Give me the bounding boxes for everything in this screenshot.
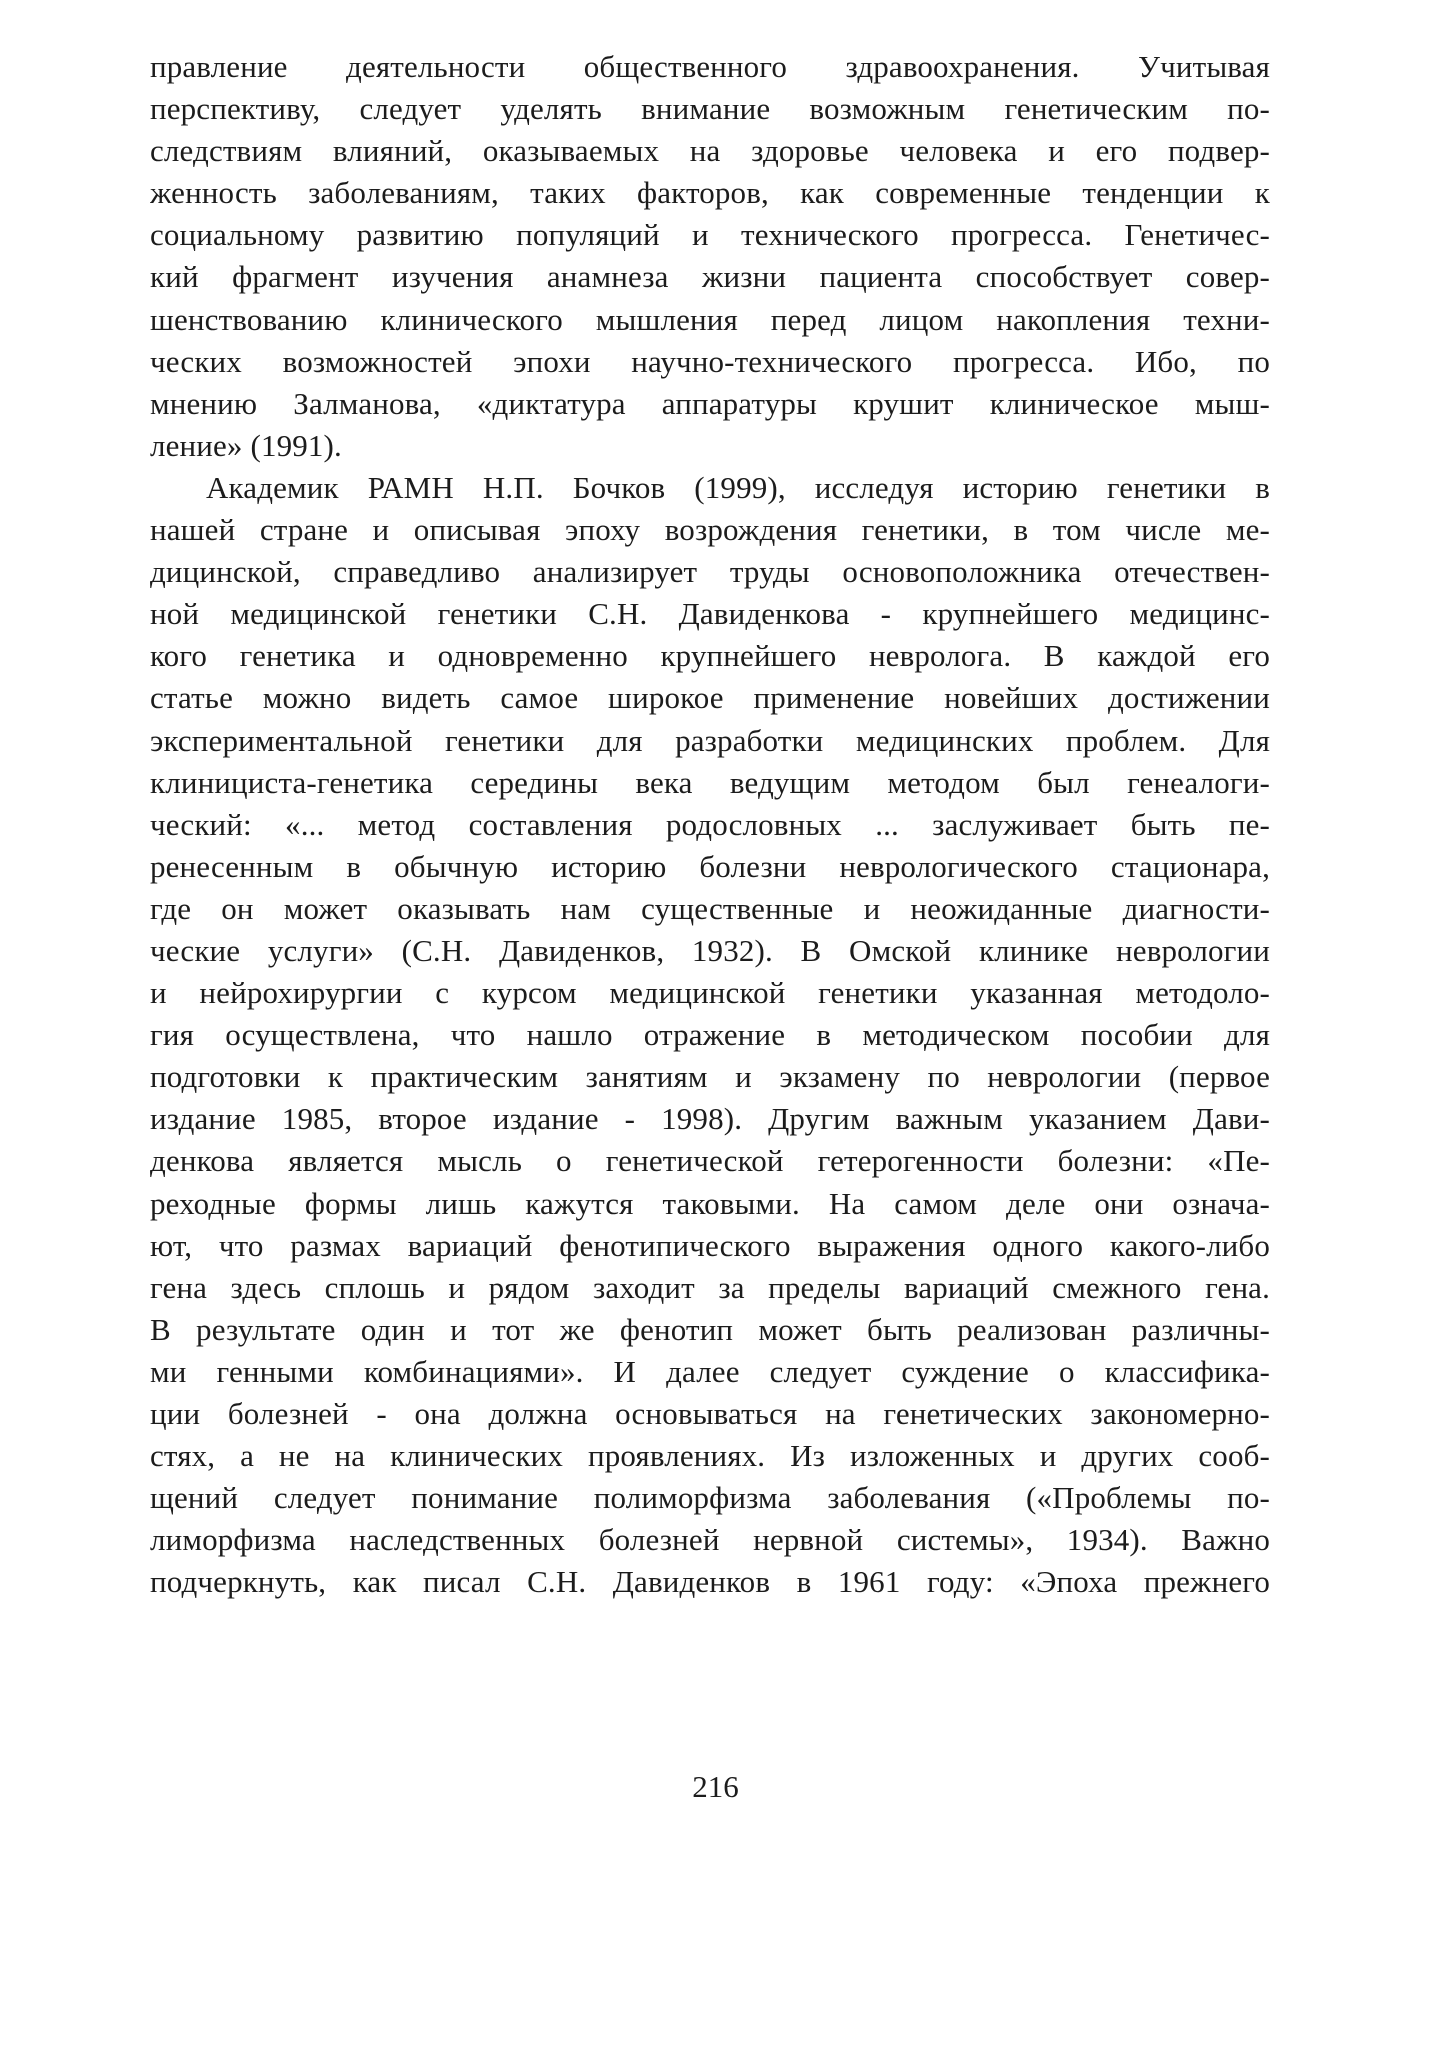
text-line: ческие услуги» (С.Н. Давиденков, 1932). В Омской клинике неврологии [150,932,1270,968]
text-line: гия осуществлена, что нашло отражение в методическом пособии для [150,1017,1270,1053]
text-line: перспективу, следует уделять внимание возможным генетическим по- [150,91,1270,127]
text-line: клинициста-генетика середины века ведущим методом был генеалоги- [150,764,1270,800]
text-line: издание 1985, второе издание - 1998). Другим важным указанием Дави- [150,1101,1270,1137]
paragraph-2 [150,467,1270,1604]
text-line: денкова является мысль о генетической гетерогенности болезни: «Пе- [150,1143,1270,1179]
text-line: реходные формы лишь кажутся таковыми. На самом деле они означа- [150,1185,1270,1221]
text-line: стях, а не на клинических проявлениях. Из изложенных и других сооб- [150,1438,1270,1474]
text-line: подготовки к практическим занятиям и экзамену по неврологии (первое [150,1059,1270,1095]
text-line: ренесенным в обычную историю болезни неврологического стационара, [150,848,1270,884]
text-line: ческий: «... метод составления родословных ... заслуживает быть пе- [150,806,1270,842]
text-line: кий фрагмент изучения анамнеза жизни пациента способствует совер- [150,259,1270,295]
paragraph-1 [150,46,1270,467]
text-line: ление» (1991). [150,427,342,463]
text-line: гена здесь сплошь и рядом заходит за пределы вариаций смежного гена. [150,1269,1270,1305]
text-line: ми генными комбинациями». И далее следует суждение о классифика- [150,1353,1270,1389]
text-line: Академик РАМН Н.П. Бочков (1999), исследуя историю генетики в [206,469,1270,505]
text-line: следствиям влияний, оказываемых на здоровье человека и его подвер- [150,133,1270,169]
text-line: правление деятельности общественного здравоохранения. Учитывая [150,49,1270,84]
text-line: социальному развитию популяций и технического прогресса. Генетичес- [150,217,1270,253]
text-line: лиморфизма наследственных болезней нервной системы», 1934). Важно [150,1522,1270,1558]
text-line: экспериментальной генетики для разработки медицинских проблем. Для [150,722,1270,758]
text-line: щений следует понимание полиморфизма заболевания («Проблемы по- [150,1480,1270,1516]
body-text [150,46,1270,1603]
text-line: мнению Залманова, «диктатура аппаратуры крушит клиническое мыш- [150,385,1270,421]
text-line: В результате один и тот же фенотип может быть реализован различны- [150,1311,1270,1347]
text-line: статье можно видеть самое широкое применение новейших достижении [150,680,1270,716]
text-line: ческих возможностей эпохи научно-технического прогресса. Ибо, по [150,343,1270,379]
text-line: ной медицинской генетики С.Н. Давиденкова - крупнейшего медицинс- [150,596,1270,632]
text-line: ют, что размах вариаций фенотипического выражения одного какого-либо [150,1227,1270,1263]
text-line: и нейрохирургии с курсом медицинской генетики указанная методоло- [150,975,1270,1011]
text-line: кого генетика и одновременно крупнейшего невролога. В каждой его [150,638,1270,674]
page-number: 216 [692,1769,739,1804]
text-line: нашей стране и описывая эпоху возрождения генетики, в том числе ме- [150,512,1270,548]
text-line: ции болезней - она должна основываться на генетических закономерно- [150,1396,1270,1431]
text-line: где он может оказывать нам существенные и неожиданные диагности- [150,890,1270,926]
text-line: женность заболеваниям, таких факторов, как современные тенденции к [150,175,1270,211]
text-line: шенствованию клинического мышления перед лицом накопления техни- [150,301,1270,337]
text-line: подчеркнуть, как писал С.Н. Давиденков в 1961 году: «Эпоха прежнего [150,1564,1270,1600]
text-line: дицинской, справедливо анализирует труды основоположника отечествен- [150,554,1270,590]
